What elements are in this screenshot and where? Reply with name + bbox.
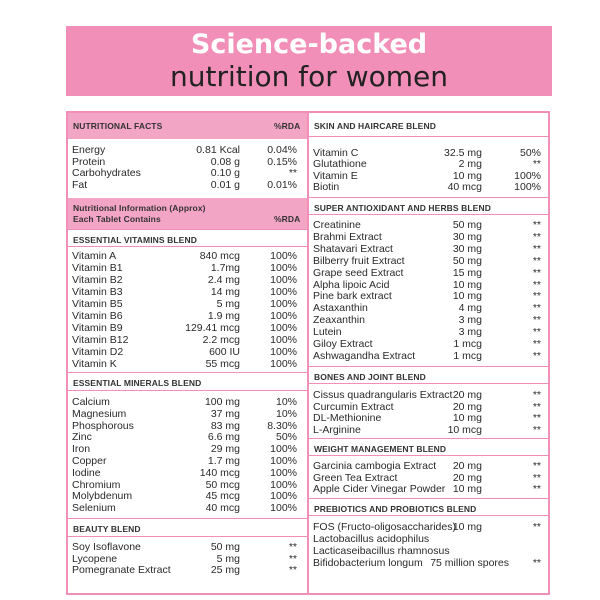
- minerals-row: [72, 502, 298, 514]
- skin-section-title: SKIN AND HAIRCARE BLEND: [314, 121, 436, 131]
- nutrient-rda: **: [532, 219, 541, 231]
- vitamins-row: [72, 286, 298, 298]
- minerals-row: [72, 455, 298, 467]
- nutrient-rda: 0.01%: [267, 178, 297, 191]
- vitamins-row: [72, 334, 298, 346]
- minerals-row: [72, 490, 298, 502]
- skin-row: [313, 181, 546, 193]
- nutrient-name: Molybdenum: [72, 490, 133, 503]
- nutrient-name: Lacticaseibacillus rhamnosus: [313, 545, 450, 557]
- nutrient-rda: **: [532, 278, 541, 291]
- nutrient-rda: **: [532, 557, 541, 569]
- weight-separator: [309, 438, 550, 439]
- nutrient-name: Pine bark extract: [313, 290, 392, 303]
- nutrient-amount: 37 mg: [210, 407, 240, 420]
- nutrient-rda: 0.15%: [267, 155, 297, 168]
- weight-row: [313, 483, 546, 495]
- antioxidant-row: [313, 231, 546, 243]
- nutrient-amount: 50 mg: [452, 219, 482, 231]
- nutrient-name: Vitamin D2: [72, 346, 124, 358]
- nutrient-amount: 840 mcg: [199, 250, 240, 262]
- nutrient-name: Biotin: [313, 180, 340, 193]
- bones-separator: [309, 366, 550, 367]
- beauty-row: [72, 564, 298, 576]
- vitamins-row: [72, 298, 298, 310]
- nutritional-info-rda-label: %RDA: [274, 214, 301, 224]
- nutrient-amount: 5 mg: [216, 552, 240, 565]
- antioxidant-section-title: SUPER ANTIOXIDANT AND HERBS BLEND: [314, 203, 491, 213]
- nutrient-name: Vitamin B2: [72, 274, 123, 286]
- nutrient-amount: 50 mcg: [205, 478, 240, 491]
- headline-secondary: nutrition for women: [170, 60, 448, 93]
- nutrient-name: Iron: [72, 443, 91, 456]
- nutrient-name: Lactobacillus acidophilus: [313, 533, 430, 545]
- nutrient-amount: 10 mg: [452, 169, 482, 182]
- nutrient-amount: 20 mg: [452, 400, 482, 413]
- nutrient-rda: **: [532, 290, 541, 303]
- nutrient-name: Vitamin B12: [72, 334, 129, 346]
- weight-section-title: WEIGHT MANAGEMENT BLEND: [314, 444, 447, 454]
- antioxidant-row: [313, 243, 546, 255]
- vitamins-section-title: ESSENTIAL VITAMINS BLEND: [73, 235, 197, 245]
- nutrient-rda: **: [532, 242, 541, 255]
- nutrient-amount: 50 mg: [452, 254, 482, 267]
- nutrient-name: Bilberry fruit Extract: [313, 254, 405, 267]
- weight-row: [313, 460, 546, 472]
- nutrient-name: Copper: [72, 455, 107, 467]
- nutrient-name: FOS (Fructo-oligosaccharides): [313, 521, 456, 533]
- nutrient-name: Cissus quadrangularis Extract: [313, 389, 453, 401]
- nutrient-name: Lycopene: [72, 552, 118, 565]
- nutrient-name: Calcium: [72, 396, 110, 408]
- nutrient-name: Carbohydrates: [72, 167, 141, 179]
- nutrient-amount: 10 mcg: [447, 424, 482, 437]
- nutrient-rda: **: [532, 400, 541, 413]
- nutrient-amount: 4 mg: [458, 302, 482, 315]
- nutrient-amount: 3 mg: [458, 326, 482, 339]
- nutrient-rda: **: [288, 541, 297, 553]
- beauty-separator: [68, 518, 307, 519]
- antioxidant-row: [313, 279, 546, 291]
- minerals-row: [72, 408, 298, 420]
- nutrient-name: Giloy Extract: [313, 338, 373, 350]
- antioxidant-row: [313, 290, 546, 302]
- antioxidant-separator: [309, 197, 550, 198]
- antioxidant-row: [313, 219, 546, 231]
- nutrient-amount: 0.08 g: [210, 155, 240, 168]
- nutrient-amount: 40 mcg: [205, 502, 240, 515]
- weight-title-separator: [309, 455, 550, 456]
- skin-row: [313, 147, 546, 159]
- vitamins-row: [72, 322, 298, 334]
- nutrient-name: Vitamin B3: [72, 286, 123, 298]
- nutrient-name: Vitamin C: [313, 147, 359, 159]
- nutrient-amount: 20 mg: [452, 389, 482, 401]
- nutrient-name: Magnesium: [72, 407, 127, 420]
- nutrient-amount: 5 mg: [216, 298, 240, 310]
- nutrient-name: Soy Isoflavone: [72, 541, 141, 553]
- nutrient-amount: 20 mg: [452, 471, 482, 484]
- nutrient-rda: 100%: [270, 286, 297, 298]
- nutrient-rda: **: [532, 460, 541, 472]
- nutrient-amount: 15 mg: [452, 266, 482, 279]
- nutrient-amount: 1.7mg: [210, 262, 240, 274]
- nutrient-rda: 50%: [519, 147, 541, 159]
- nutrient-amount: 30 mg: [452, 230, 482, 243]
- nutrient-rda: **: [532, 521, 541, 533]
- nutrient-rda: **: [288, 552, 297, 565]
- nutrient-name: L-Arginine: [313, 424, 361, 437]
- nutrient-amount: 1 mcg: [453, 338, 482, 350]
- nutrient-amount: 32.5 mg: [444, 147, 482, 159]
- nutrient-amount: 6.6 mg: [207, 431, 240, 444]
- nutrient-name: Bifidobacterium longum: [313, 557, 423, 569]
- nutrient-rda: 100%: [270, 502, 297, 515]
- nutrient-amount: 140 mcg: [199, 466, 240, 479]
- nutrient-rda: 100%: [270, 478, 297, 491]
- vitamins-row: [72, 358, 298, 370]
- nutrient-name: Zinc: [72, 431, 92, 444]
- nutrient-rda: 100%: [270, 262, 297, 274]
- nutritional-info-subtitle: Each Tablet Contains: [73, 214, 161, 224]
- nutrient-rda: 100%: [270, 274, 297, 286]
- antioxidant-row: [313, 314, 546, 326]
- nutrient-amount: 1 mcg: [453, 349, 482, 362]
- nutrient-rda: **: [532, 158, 541, 171]
- nutrient-name: Shatavari Extract: [313, 242, 393, 255]
- bones-row: [313, 424, 546, 436]
- minerals-section-title: ESSENTIAL MINERALS BLEND: [73, 378, 202, 388]
- beauty-row: [72, 541, 298, 553]
- nutrient-rda: 100%: [514, 180, 541, 193]
- nutrient-amount: 3 mg: [458, 314, 482, 327]
- nutrient-amount: 0.01 g: [210, 178, 240, 191]
- nutrient-amount: 129.41 mcg: [185, 322, 240, 334]
- prebiotics-row: [313, 521, 546, 533]
- nutrient-rda: **: [288, 564, 297, 577]
- nutritional-info-title: Nutritional Information (Approx): [73, 203, 206, 213]
- nutrient-rda: 100%: [270, 334, 297, 346]
- nutrient-amount: 0.81 Kcal: [196, 144, 240, 156]
- nutrient-rda: 100%: [270, 443, 297, 456]
- nutrient-rda: 100%: [270, 310, 297, 322]
- nutrient-amount: 2 mg: [458, 158, 482, 171]
- nutrient-amount: 1.9 mg: [207, 310, 240, 322]
- nutrient-name: Vitamin B6: [72, 310, 123, 322]
- nutritional-facts-title: NUTRITIONAL FACTS: [73, 121, 163, 131]
- minerals-row: [72, 396, 298, 408]
- nutrient-name: Green Tea Extract: [313, 471, 398, 484]
- beauty-row: [72, 553, 298, 565]
- vitamins-row: [72, 274, 298, 286]
- nutrient-rda: **: [532, 483, 541, 496]
- minerals-row: [72, 479, 298, 491]
- prebiotics-separator: [309, 498, 550, 499]
- bones-row: [313, 401, 546, 413]
- vitamins-row: [72, 346, 298, 358]
- nutrient-name: Grape seed Extract: [313, 266, 404, 279]
- beauty-section-title: BEAUTY BLEND: [73, 524, 141, 534]
- skin-title-separator: [309, 136, 550, 137]
- nutrient-name: Phosphorous: [72, 419, 134, 432]
- vitamins-separator: [68, 229, 307, 230]
- nutrient-rda: **: [532, 326, 541, 339]
- prebiotics-row: [313, 533, 546, 545]
- nutrient-amount: 30 mg: [452, 242, 482, 255]
- nutrient-name: Chromium: [72, 478, 121, 491]
- nutrient-rda: **: [532, 314, 541, 327]
- nutrient-rda: 100%: [270, 298, 297, 310]
- nutrient-rda: **: [532, 349, 541, 362]
- nutrient-amount: 0.10 g: [210, 167, 240, 179]
- nutrient-name: Vitamin E: [313, 169, 358, 182]
- vitamins-row: [72, 310, 298, 322]
- nutrient-amount: 29 mg: [210, 443, 240, 456]
- skin-row: [313, 158, 546, 170]
- nutrient-rda: **: [532, 266, 541, 279]
- nutrient-rda: 100%: [270, 358, 297, 370]
- nutrient-amount: 10 mg: [452, 521, 482, 533]
- nutrient-rda: 100%: [270, 250, 297, 262]
- column-divider: [307, 111, 309, 595]
- skin-row: [313, 170, 546, 182]
- nutrient-rda: 50%: [275, 431, 297, 444]
- prebiotics-section-title: PREBIOTICS AND PROBIOTICS BLEND: [314, 504, 477, 514]
- nutrient-amount: 100 mg: [204, 396, 240, 408]
- nutrient-name: Lutein: [313, 326, 342, 339]
- header-banner: [66, 26, 552, 96]
- nutrient-name: Pomegranate Extract: [72, 564, 171, 577]
- nutrient-amount: 10 mg: [452, 278, 482, 291]
- nutrient-amount: 10 mg: [452, 483, 482, 496]
- vitamins-row: [72, 262, 298, 274]
- beauty-title-separator: [68, 536, 307, 537]
- bones-title-separator: [309, 383, 550, 384]
- nutrient-amount: 83 mg: [210, 419, 240, 432]
- antioxidant-row: [313, 326, 546, 338]
- nutrient-rda: **: [532, 424, 541, 437]
- nutrient-amount: 20 mg: [452, 460, 482, 472]
- nutrient-amount: 600 IU: [209, 346, 240, 358]
- minerals-row: [72, 443, 298, 455]
- nutrient-amount: 2.2 mcg: [202, 334, 240, 346]
- nutrient-amount: 40 mcg: [447, 180, 482, 193]
- vitamins-title-separator: [68, 246, 307, 247]
- nutrient-amount: 1.7 mg: [207, 455, 240, 467]
- nutrient-rda: 100%: [270, 466, 297, 479]
- nutrient-name: Apple Cider Vinegar Powder: [313, 483, 446, 496]
- nutrient-name: Vitamin A: [72, 250, 117, 262]
- nutrient-rda: 0.04%: [267, 144, 297, 156]
- nutrient-amount: 10 mg: [452, 412, 482, 425]
- nutrient-name: Fat: [72, 178, 88, 191]
- nutritional_facts-row: [72, 144, 298, 156]
- nutrient-amount: 45 mcg: [205, 490, 240, 503]
- nutritional_facts-row: [72, 156, 298, 168]
- nutrient-rda: **: [532, 230, 541, 243]
- nutrient-rda: **: [532, 471, 541, 484]
- nutrient-name: Iodine: [72, 466, 101, 479]
- headline-primary: Science-backed: [190, 29, 428, 60]
- prebiotics-row: [313, 545, 546, 557]
- minerals-row: [72, 467, 298, 479]
- nutrient-name: Creatinine: [313, 219, 361, 231]
- nutrient-name: Zeaxanthin: [313, 314, 365, 327]
- nutrient-rda: 100%: [270, 322, 297, 334]
- vitamins-row: [72, 250, 298, 262]
- antioxidant-row: [313, 267, 546, 279]
- nutrient-name: Glutathione: [313, 158, 367, 171]
- nutrient-name: Garcinia cambogia Extract: [313, 460, 437, 472]
- nutrient-rda: 10%: [275, 396, 297, 408]
- prebiotics-row: [313, 557, 546, 569]
- weight-row: [313, 472, 546, 484]
- nutrient-rda: 100%: [270, 490, 297, 503]
- nutrient-rda: 8.30%: [267, 419, 297, 432]
- nutrient-name: Curcumin Extract: [313, 400, 394, 413]
- antioxidant-row: [313, 338, 546, 350]
- nutritional-facts-rda-label: %RDA: [274, 121, 301, 131]
- minerals-row: [72, 420, 298, 432]
- nutrient-amount: 2.4 mg: [207, 274, 240, 286]
- nutrient-rda: **: [532, 389, 541, 401]
- nutrient-name: Astaxanthin: [313, 302, 368, 315]
- antioxidant-row: [313, 350, 546, 362]
- nutrient-rda: **: [532, 302, 541, 315]
- nutrient-name: Vitamin B9: [72, 322, 123, 334]
- minerals-title-separator: [68, 390, 307, 391]
- nutrient-amount: 55 mcg: [205, 358, 240, 370]
- nutrient-amount: 75 million spores: [430, 557, 509, 569]
- nutrient-amount: 10 mg: [452, 290, 482, 303]
- nutrient-rda: 10%: [275, 407, 297, 420]
- nutrient-name: Ashwagandha Extract: [313, 349, 416, 362]
- nutritional_facts-row: [72, 167, 298, 179]
- nutritional_facts-row: [72, 179, 298, 191]
- nutrient-rda: 100%: [514, 169, 541, 182]
- nutrient-rda: **: [532, 254, 541, 267]
- antioxidant-title-separator: [309, 214, 550, 215]
- bones-row: [313, 412, 546, 424]
- nutrient-rda: **: [532, 338, 541, 350]
- nutrient-name: Vitamin B1: [72, 262, 123, 274]
- nutrient-rda: **: [288, 167, 297, 179]
- nutrient-amount: 50 mg: [210, 541, 240, 553]
- nutrient-name: Vitamin B5: [72, 298, 123, 310]
- antioxidant-row: [313, 302, 546, 314]
- nutrient-name: Alpha lipoic Acid: [313, 278, 390, 291]
- antioxidant-row: [313, 255, 546, 267]
- nutrient-name: Energy: [72, 144, 106, 156]
- bones-section-title: BONES AND JOINT BLEND: [314, 372, 426, 382]
- nutrient-amount: 14 mg: [210, 286, 240, 298]
- nutrient-rda: 100%: [270, 346, 297, 358]
- prebiotics-title-separator: [309, 515, 550, 516]
- nutrient-name: DL-Methionine: [313, 412, 382, 425]
- nutrient-rda: 100%: [270, 455, 297, 467]
- nutrient-name: Selenium: [72, 502, 116, 515]
- minerals-separator: [68, 372, 307, 373]
- nutrient-amount: 25 mg: [210, 564, 240, 577]
- nutrient-name: Vitamin K: [72, 358, 117, 370]
- nutrient-name: Brahmi Extract: [313, 230, 382, 243]
- minerals-row: [72, 431, 298, 443]
- nutrient-rda: **: [532, 412, 541, 425]
- nutrient-name: Protein: [72, 155, 106, 168]
- bones-row: [313, 389, 546, 401]
